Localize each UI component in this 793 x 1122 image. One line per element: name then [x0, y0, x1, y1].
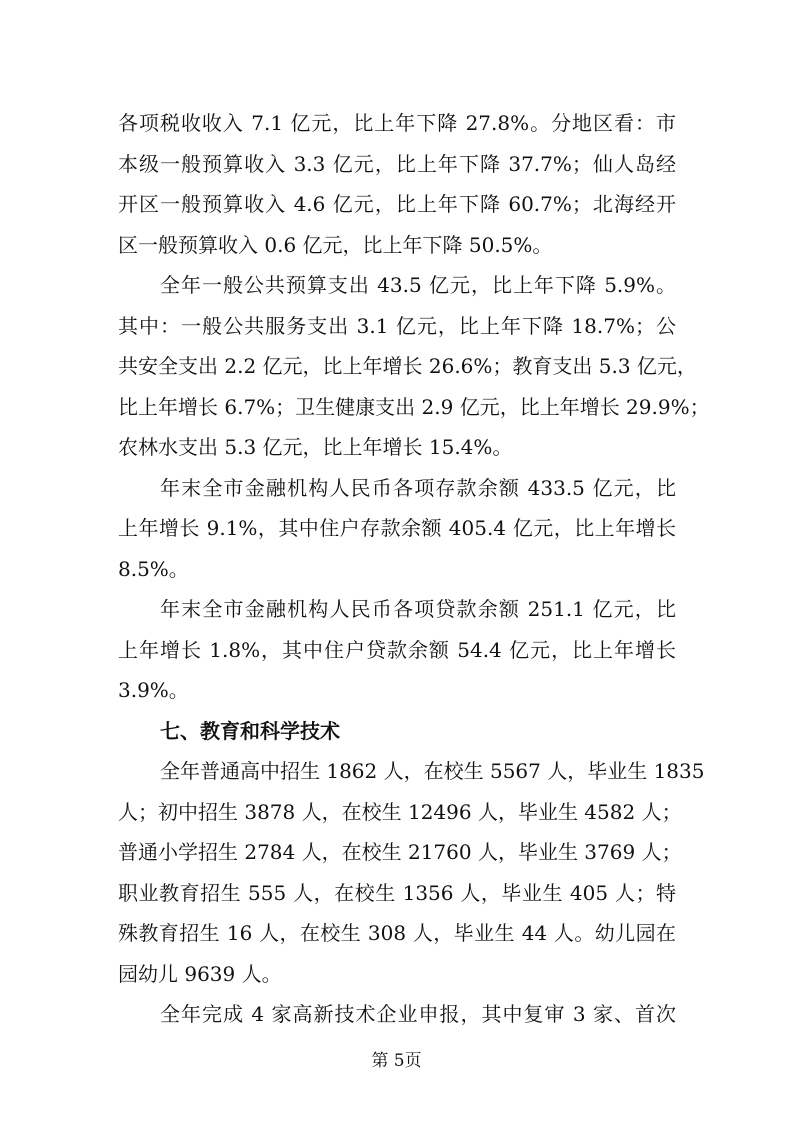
text-line: 全年一般公共预算支出 43.5 亿元，比上年下降 5.9%。	[160, 273, 676, 297]
section-heading: 七、教育和科学技术	[160, 718, 340, 743]
text-line: 3.9%。	[118, 678, 189, 702]
text-line: 园幼儿 9639 人。	[118, 961, 282, 986]
text-line: 上年增长 1.8%，其中住户贷款余额 54.4 亿元，比上年增长	[118, 637, 676, 662]
text-line: 普通小学招生 2784 人，在校生 21760 人，毕业生 3769 人；	[118, 840, 682, 864]
text-line: 8.5%。	[118, 556, 189, 581]
body-text	[118, 103, 710, 1035]
text-line: 各项税收收入 7.1 亿元，比上年下降 27.8%。分地区看：市	[118, 111, 676, 135]
paragraph-loans	[118, 589, 676, 711]
paragraph-deposits	[118, 468, 676, 590]
text-line: 全年完成 4 家高新技术企业申报，其中复审 3 家、首次	[160, 1002, 676, 1026]
text-line: 共安全支出 2.2 亿元，比上年增长 26.6%；教育支出 5.3 亿元，	[118, 354, 697, 378]
paragraph-education	[118, 751, 705, 994]
text-line: 本级一般预算收入 3.3 亿元，比上年下降 37.7%；仙人岛经	[118, 151, 676, 176]
text-line: 年末全市金融机构人民币各项贷款余额 251.1 亿元，比	[160, 597, 676, 621]
page-number: 第 5页	[371, 1051, 422, 1071]
paragraph-expenditure	[118, 265, 710, 468]
text-line: 殊教育招生 16 人，在校生 308 人，毕业生 44 人。幼儿园在	[118, 921, 676, 945]
text-line: 开区一般预算收入 4.6 亿元，比上年下降 60.7%；北海经开	[118, 192, 676, 216]
text-line: 年末全市金融机构人民币各项存款余额 433.5 亿元，比	[160, 475, 676, 500]
text-line: 比上年增长 6.7%；卫生健康支出 2.9 亿元，比上年增长 29.9%；	[118, 394, 710, 419]
text-line: 全年普通高中招生 1862 人，在校生 5567 人，毕业生 1835	[160, 759, 705, 783]
paragraph-high-tech	[118, 994, 676, 1035]
text-line: 区一般预算收入 0.6 亿元，比上年下降 50.5%。	[118, 232, 553, 257]
paragraph-tax-revenue	[118, 103, 676, 265]
text-line: 其中：一般公共服务支出 3.1 亿元，比上年下降 18.7%；公	[118, 313, 676, 338]
text-line: 上年增长 9.1%，其中住户存款余额 405.4 亿元，比上年增长	[118, 516, 676, 540]
text-line: 职业教育招生 555 人，在校生 1356 人，毕业生 405 人；特	[118, 880, 676, 905]
text-line: 人；初中招生 3878 人，在校生 12496 人，毕业生 4582 人；	[118, 799, 682, 824]
text-line: 农林水支出 5.3 亿元，比上年增长 15.4%。	[118, 435, 513, 459]
